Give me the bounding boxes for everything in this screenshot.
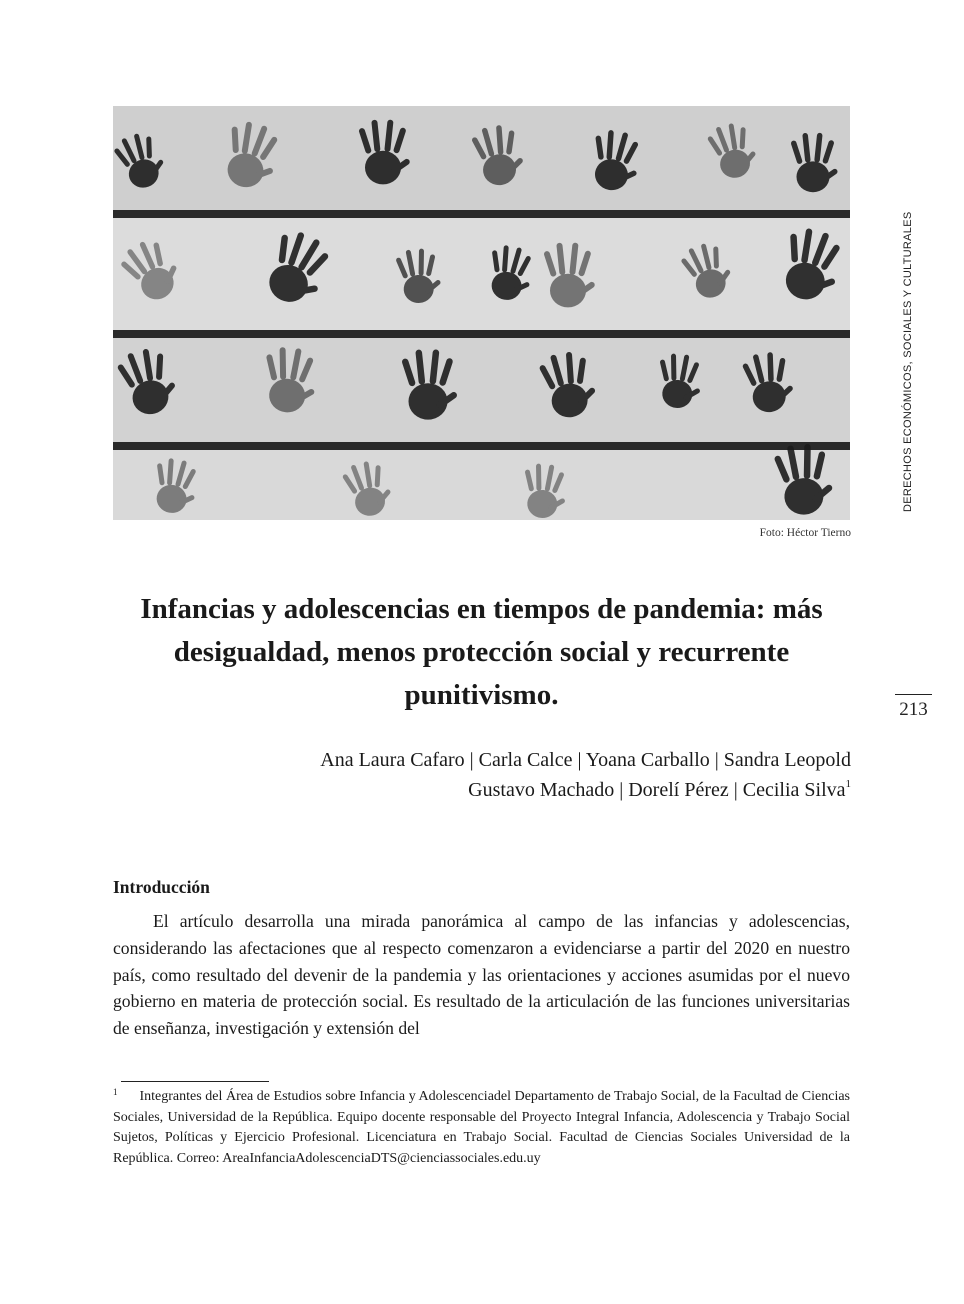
header-photo (113, 106, 850, 520)
section-heading: Introducción (113, 877, 210, 897)
section-sidebar-label: DERECHOS ECONÓMICOS, SOCIALES Y CULTURALES (902, 211, 914, 512)
authors-line-2 (320, 775, 851, 805)
footnote-mark: 1 (113, 1087, 118, 1097)
article-title: Infancias y adolescencias en tiempos de pandemia: más desigualdad, menos protección social y recurrente punitivismo. (140, 593, 823, 711)
page-number: 213 (895, 694, 932, 721)
body-paragraph: El artículo desarrolla una mirada panorámica al campo de las infancias y adolescencias, considerando las afectaciones que al respecto comenzaron a evidenciarse a partir del 2020 en nuestro país, como resultado del devenir de la pandemia y las orientaciones y acciones asumidas por el nuevo gobierno en materia de protección social. Es resultado de la articulación de las funciones universitarias de enseñanza, investigación y extensión del (113, 911, 850, 1039)
footnote-text: Integrantes del Área de Estudios sobre Infancia y Adolescenciadel Departamento de Trabajo Social, de la Facultad de Ciencias Sociales, Universidad de la República. Equipo docente responsable del Proyecto Integral Infancia, Adolescencia y Trabajo Social Sujetos, Políticas y Ejercicio Profesional. Licenciatura en Trabajo Social. Facultad de Ciencias Sociales Universidad de la República. Correo: AreaInfanciaAdolescenciaDTS@cienciassociales.edu.uy (113, 1089, 850, 1166)
footnote-divider (121, 1081, 269, 1082)
authors-block (320, 745, 851, 805)
authors-line-1: Ana Laura Cafaro | Carla Calce | Yoana Carballo | Sandra Leopold (320, 749, 851, 771)
footnote-reference[interactable]: 1 (845, 778, 851, 790)
handprints-photo-svg (113, 106, 850, 520)
photo-credit: Foto: Héctor Tierno (759, 527, 851, 539)
authors-line-2-text: Gustavo Machado | Dorelí Pérez | Cecilia Silva (468, 779, 846, 801)
footnote (113, 1087, 850, 1169)
